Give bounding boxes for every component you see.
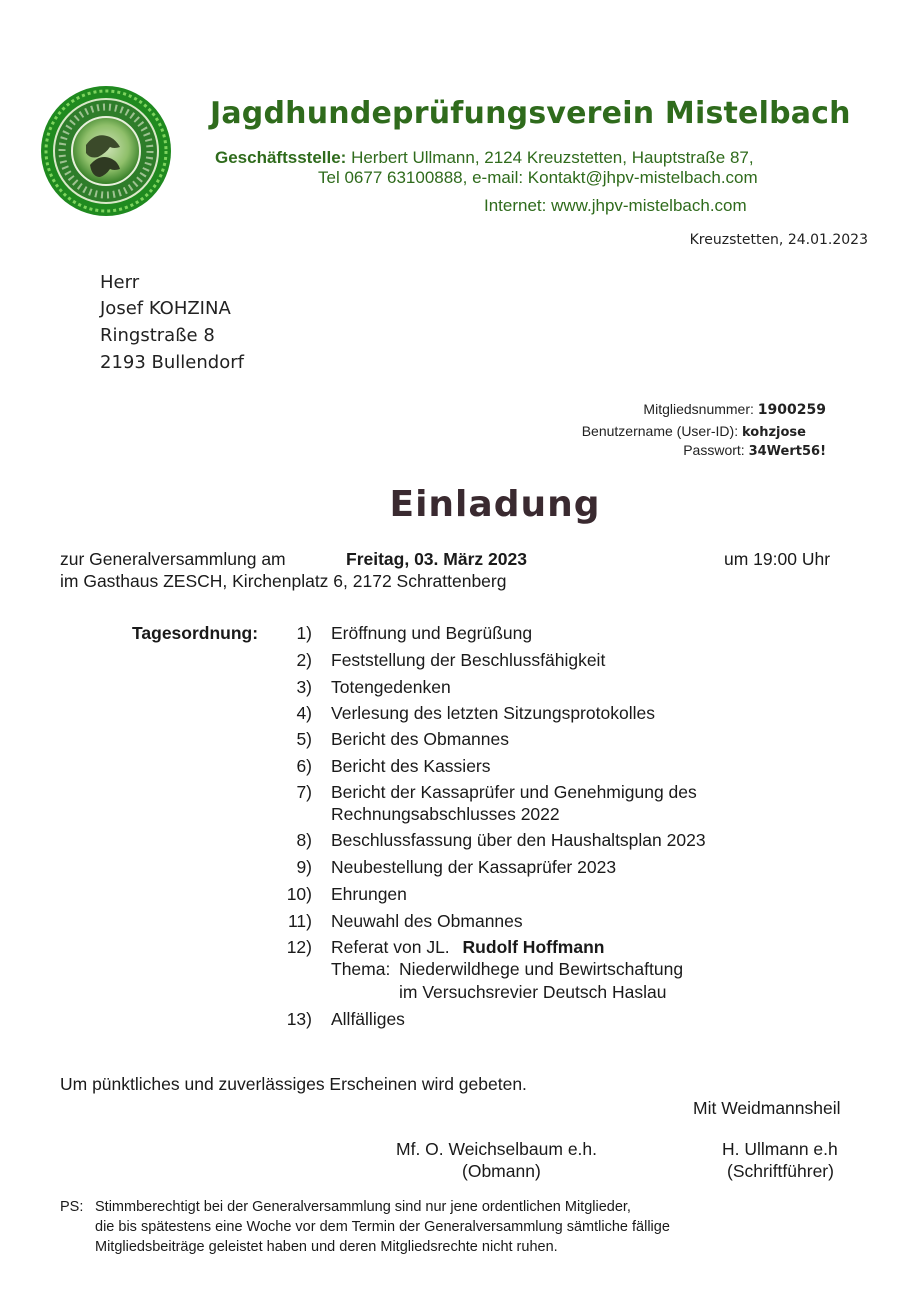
- agenda-item: Feststellung der Beschlussfähigkeit: [331, 650, 606, 670]
- lecture-topic-line1: Niederwildhege und Bewirtschaftung: [399, 959, 684, 979]
- agenda-item: Beschlussfassung über den Haushaltsplan 2023: [331, 830, 706, 850]
- agenda-number: 6): [296, 756, 312, 776]
- user-id: [582, 423, 806, 440]
- recipient-street: Ringstraße 8: [100, 325, 215, 346]
- agenda-number: 4): [296, 703, 312, 723]
- agenda-item-continuation: Rechnungsabschlusses 2022: [331, 804, 560, 824]
- agenda-number: 2): [296, 650, 312, 670]
- agenda-number: 5): [296, 729, 312, 749]
- meeting-location: im Gasthaus ZESCH, Kirchenplatz 6, 2172 Schrattenberg: [60, 571, 507, 591]
- closing-greeting: Mit Weidmannsheil: [693, 1098, 841, 1118]
- user-id-label: Benutzername (User-ID):: [581, 423, 739, 439]
- membership-number: [643, 401, 826, 418]
- office-address: Herbert Ullmann, 2124 Kreuzstetten, Hauptstraße 87,: [346, 148, 754, 167]
- password-label: Passwort:: [683, 442, 745, 458]
- office-label: Geschäftsstelle:: [215, 148, 347, 167]
- agenda-number: 1): [296, 623, 312, 643]
- agenda-number: 13): [286, 1009, 312, 1029]
- agenda-item: Totengedenken: [331, 677, 451, 697]
- agenda-item: Ehrungen: [331, 884, 407, 904]
- agenda-item: Bericht des Kassiers: [331, 756, 491, 776]
- document-title: Einladung: [389, 484, 601, 525]
- agenda-item: Neubestellung der Kassaprüfer 2023: [331, 857, 617, 877]
- attendance-request: Um pünktliches und zuverlässiges Erscheinen wird gebeten.: [60, 1074, 527, 1094]
- internet-line: Internet: www.jhpv-mistelbach.com: [484, 196, 747, 215]
- password: [683, 442, 826, 459]
- lecture-prefix: Referat von JL.: [331, 937, 450, 957]
- meeting-date: Freitag, 03. März 2023: [346, 549, 527, 569]
- recipient-name: Josef KOHZINA: [100, 298, 231, 319]
- recipient-city: 2193 Bullendorf: [100, 352, 244, 373]
- agenda-number: 12): [286, 937, 312, 957]
- agenda-number: 9): [296, 857, 312, 877]
- agenda-item: Neuwahl des Obmannes: [331, 911, 523, 931]
- hunting-dog-seal-icon: [40, 85, 172, 217]
- agenda-number: 10): [286, 884, 312, 904]
- signature-chairman-role: (Obmann): [462, 1161, 541, 1181]
- letter-date: Kreuzstetten, 24.01.2023: [689, 232, 868, 248]
- invitation-prefix: zur Generalversammlung am: [60, 549, 286, 569]
- meeting-time: um 19:00 Uhr: [724, 549, 831, 569]
- lecture-speaker: Rudolf Hoffmann: [462, 937, 605, 957]
- agenda-item: Eröffnung und Begrüßung: [331, 623, 533, 643]
- agenda-item: Verlesung des letzten Sitzungsprotokolles: [331, 703, 655, 723]
- password-value: 34Wert56!: [748, 444, 826, 459]
- organization-name: Jagdhundeprüfungsverein Mistelbach: [210, 96, 851, 131]
- agenda-item: Bericht des Obmannes: [331, 729, 510, 749]
- user-id-value: kohzjose: [742, 425, 806, 440]
- agenda-item: [331, 937, 604, 958]
- agenda-label: Tagesordnung:: [132, 623, 259, 643]
- ps-label: PS:: [60, 1199, 84, 1215]
- ps-line2: die bis spätestens eine Woche vor dem Termin der Generalversammlung sämtliche fällige: [95, 1219, 670, 1235]
- signature-secretary-name: H. Ullmann e.h: [722, 1139, 838, 1159]
- agenda-number: 8): [296, 830, 312, 850]
- agenda-item: Bericht der Kassaprüfer und Genehmigung des: [331, 782, 697, 802]
- agenda-item: Allfälliges: [331, 1009, 405, 1029]
- signature-secretary-role: (Schriftführer): [727, 1161, 834, 1181]
- agenda-number: 3): [296, 677, 312, 697]
- membership-number-value: 1900259: [757, 402, 826, 418]
- lecture-topic-label: Thema:: [331, 959, 391, 979]
- lecture-topic-line2: im Versuchsrevier Deutsch Haslau: [399, 982, 667, 1002]
- ps-line3: Mitgliedsbeiträge geleistet haben und deren Mitgliedsrechte nicht ruhen.: [95, 1239, 558, 1255]
- agenda-number: 7): [296, 782, 312, 802]
- signature-chairman-name: Mf. O. Weichselbaum e.h.: [396, 1139, 598, 1159]
- recipient-salutation: Herr: [100, 272, 140, 293]
- office-line: [215, 148, 754, 168]
- agenda-number: 11): [288, 911, 312, 931]
- contact-line: Tel 0677 63100888, e-mail: Kontakt@jhpv-mistelbach.com: [318, 168, 758, 187]
- ps-line1: Stimmberechtigt bei der Generalversammlung sind nur jene ordentlichen Mitglieder,: [95, 1199, 631, 1215]
- membership-number-label: Mitgliedsnummer:: [643, 401, 754, 417]
